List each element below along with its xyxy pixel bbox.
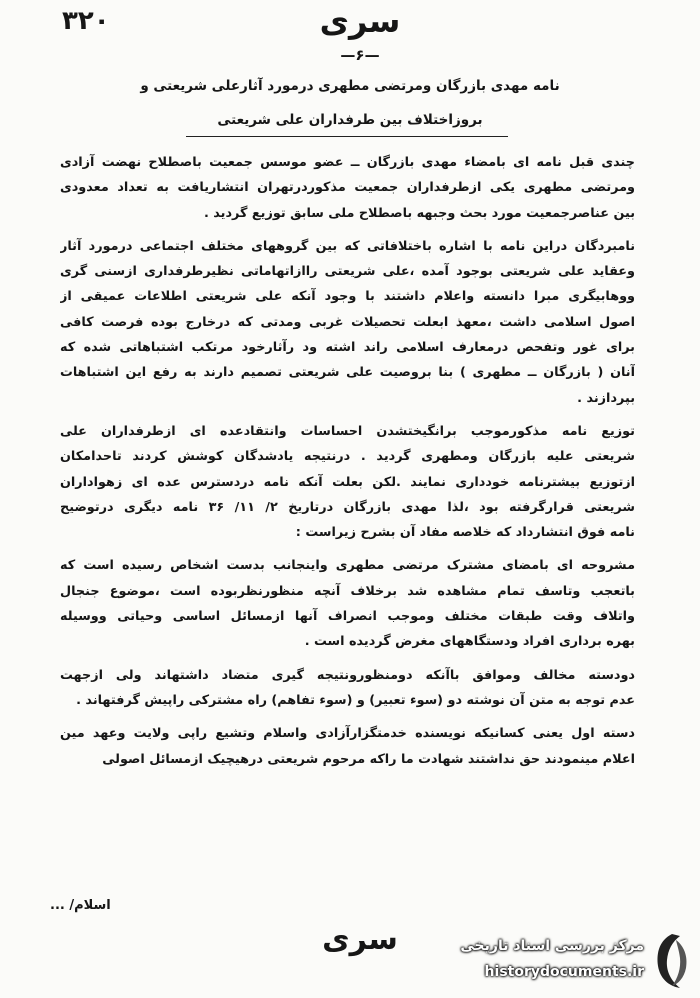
body-line: واتلاف وقت طبقات مختلف وموجب انصراف آنها ازمسائل اساسی وحیاتی ووسیله	[60, 609, 635, 625]
body-line: وعقاید علی شریعتی بوجود آمده ،علی شریعتی راازاتهاماتی نظیرطرفداری ازسنی گری	[60, 264, 635, 280]
archive-watermark	[424, 930, 696, 992]
body-line: مشروحه ای بامضای مشترک مرتضی مطهری واینجانب بدست اشخاص رسیده است که	[60, 558, 635, 574]
body-line: شریعتی قرارگرفته بود ،لذا مهدی بازرگان درتاریخ ۲/ ۱۱/ ۳۶ نامه دیگری درتوضیح	[60, 499, 635, 515]
section-number: —۶—	[340, 46, 380, 64]
body-line: بپردازند .	[577, 390, 635, 406]
body-line: باتعجب وتاسف تمام مشاهده شد برخلاف آنچه منظورنظربوده است ،موضوع جنجال	[60, 583, 635, 599]
title-underline	[186, 136, 508, 137]
body-line: ازتوزیع بیشترنامه خودداری نمایند .لکن بعلت آنکه نامه دردسترس عده ای زهواداران	[60, 474, 635, 490]
body-line: بین عناصرجمعیت مورد بحث وجبهه باصطلاح ملی سابق توزیع گردید .	[203, 205, 635, 221]
body-line: دودسته مخالف وموافق باآنکه دومنظورونتیجه گیری متضاد داشتهاند ولی ازجهت	[60, 667, 635, 683]
body-line: نامبردگان دراین نامه با اشاره باختلافاتی که بین گروههای مختلف اجتماعی درمورد آثار	[60, 238, 635, 254]
watermark-url: historydocuments.ir	[484, 964, 644, 980]
body-line: بهره برداری افراد ودستگاههای مغرض گردیده است .	[304, 634, 635, 650]
classification-footer: سری	[322, 922, 398, 957]
body-line: توزیع نامه مذکورموجب برانگیختشدن احساسات وانتقادعده ای ازطرفداران علی	[60, 423, 635, 439]
body-line: دسته اول یعنی کسانیکه نویسنده خدمتگزارآزادی واسلام وتشیع راپی ولایت وعهد مین	[60, 726, 635, 742]
body-line: برای غور وتفحص درمعارف اسلامی راند اشته ود رآثارخود مرتکب اشتباهاتی شده که	[60, 340, 635, 356]
classification-header: سری	[319, 2, 401, 40]
body-line: اعلام مینمودند حق نداشتند شهادت ما راکه مرحوم شریعتی درهیچیک ازمسائل اصولی	[102, 751, 635, 767]
page-number: ۳۲۰	[62, 6, 110, 36]
body-line: عدم توجه به متن آن نوشته دو (سوء تعبیر) و (سوء تفاهم) راه مشترکی راپیش گرفتهاند .	[76, 692, 635, 708]
body-line: آنان ( بازرگان ــ مطهری ) بنا بروصیت علی شریعتی تصمیم دارند به رفع این اشتباهات	[60, 365, 635, 381]
document-title-line-2: بروزاختلاف بین طرفداران علی شریعتی	[217, 112, 483, 128]
watermark-name: مرکز بررسی اسناد تاریخی	[460, 938, 644, 954]
body-line: شریعتی علیه بازرگان ومطهری گردید . درنتیجه یادشدگان کوشش کردند تاحدامکان	[60, 449, 635, 465]
body-line: ومرتضی مطهری یکی ازطرفداران جمعیت مذکوردرتهران انتشاریافت به تعداد معدودی	[60, 180, 635, 196]
body-line: اصول اسلامی داشت ،معهذ ابعلت تحصیلات غربی ومدتی که درخارج بوده فرصت کافی	[60, 314, 635, 330]
document-body	[60, 150, 635, 772]
closing-text: اسلام/ ...	[50, 898, 111, 913]
document-title-line-1: نامه مهدی بازرگان ومرتضی مطهری درمورد آثارعلی شریعتی و	[140, 78, 560, 94]
body-line: نامه فوق انتشارداد که خلاصه مفاد آن بشرح زیراست :	[295, 525, 635, 541]
body-line: چندی قبل نامه ای بامضاء مهدی بازرگان ــ عضو موسس جمعیت باصطلاح نهضت آزادی	[60, 155, 635, 170]
body-line: ووهابیگری مبرا دانسته واعلام داشتند با وجود آنکه علی شریعتی اطلاعات عمیقی از	[60, 289, 635, 305]
archive-logo-icon	[650, 930, 694, 990]
